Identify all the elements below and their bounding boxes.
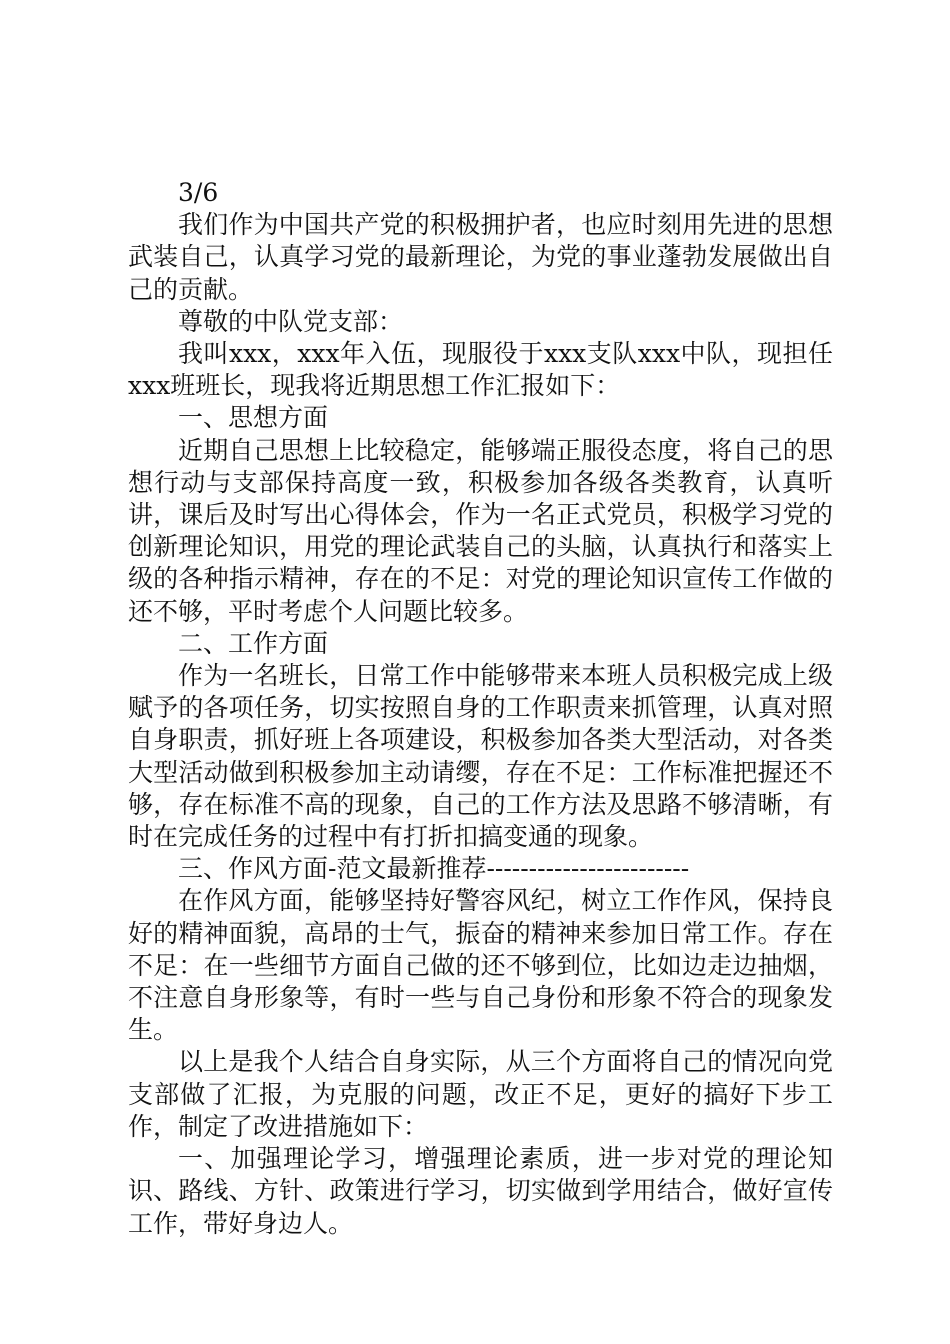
section-heading-thought: 一、思想方面 (178, 403, 329, 433)
paragraph-self-introduction: 我叫xxx，xxx年入伍，现服役于xxx支队xxx中队，现担任xxx班班长，现我将近期思想工作汇报如下： (128, 339, 833, 401)
section-heading-style: 三、作风方面-范文最新推荐------------------------ (178, 854, 690, 884)
paragraph-thought: 近期自己思想上比较稳定，能够端正服役态度，将自己的思想行动与支部保持高度一致，积极参加各级各类教育，认真听讲，课后及时写出心得体会，作为一名正式党员，积极学习党的创新理论知识，用党的理论武装自己的头脑，认真执行和落实上级的各种指示精神，存在的不足：对党的理论知识宣传工作做的还不够，平时考虑个人问题比较多。 (128, 435, 833, 626)
paragraph-work: 作为一名班长，日常工作中能够带来本班人员积极完成上级赋予的各项任务，切实按照自身的工作职责来抓管理，认真对照自身职责，抓好班上各项建设，积极参加各类大型活动，对各类大型活动做到积极参加主动请缨，存在不足：工作标准把握还不够，存在标准不高的现象，自己的工作方法及思路不够清晰，有时在完成任务的过程中有打折扣搞变通的现象。 (128, 661, 833, 852)
salutation: 尊敬的中队党支部： (178, 306, 404, 336)
paragraph-intro: 我们作为中国共产党的积极拥护者，也应时刻用先进的思想武装自己，认真学习党的最新理论，为党的事业蓬勃发展做出自己的贡献。 (128, 210, 833, 304)
section-heading-work: 二、工作方面 (178, 628, 329, 658)
paragraph-style: 在作风方面，能够坚持好警容风纪，树立工作作风，保持良好的精神面貌，高昂的士气，振奋的精神来参加日常工作。存在不足：在一些细节方面自己做的还不够到位，比如边走边抽烟，不注意自身形象等，有时一些与自己身份和形象不符合的现象发生。 (128, 886, 833, 1045)
page-number: 3/6 (178, 178, 219, 207)
paragraph-summary: 以上是我个人结合自身实际，从三个方面将自己的情况向党支部做了汇报，为克服的问题，改正不足，更好的搞好下步工作，制定了改进措施如下： (128, 1047, 833, 1141)
document-body (128, 177, 833, 1240)
paragraph-measure-one: 一、加强理论学习，增强理论素质，进一步对党的理论知识、路线、方针、政策进行学习，切实做到学用结合，做好宣传工作，带好身边人。 (128, 1144, 833, 1238)
